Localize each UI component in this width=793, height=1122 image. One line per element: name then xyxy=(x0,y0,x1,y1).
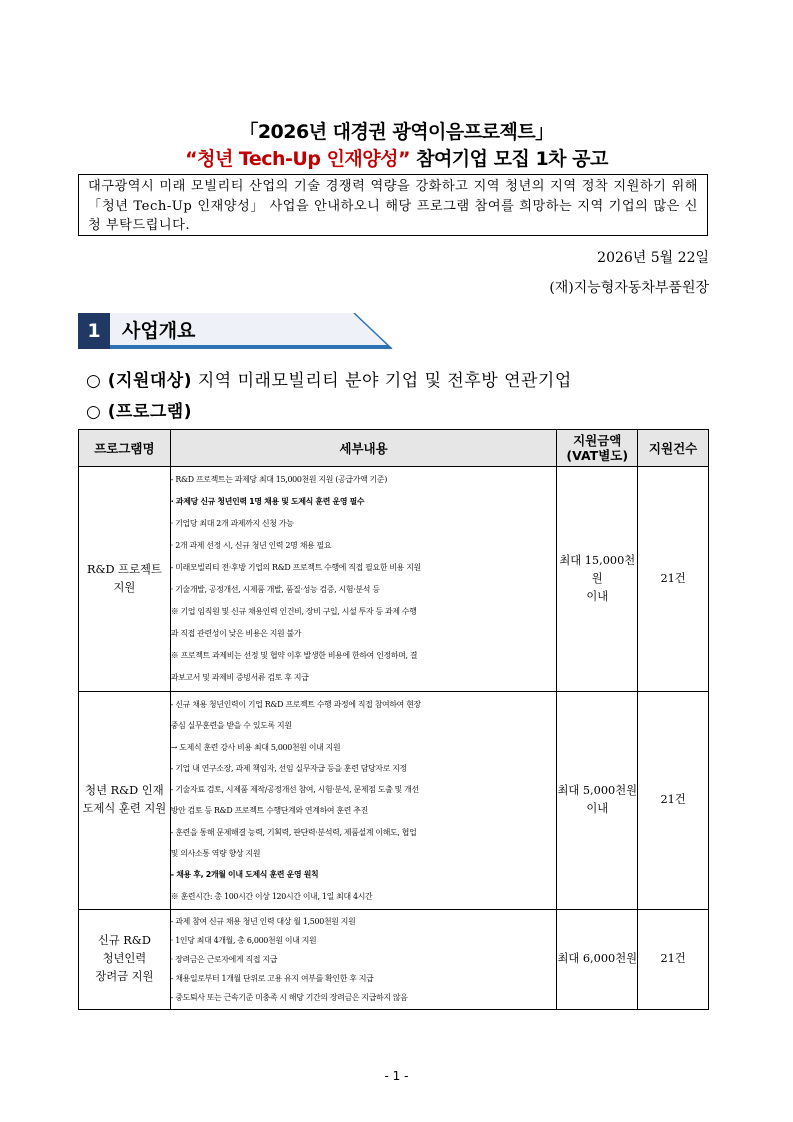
program-name-cell: 청년 R&D 인재 도제식 훈련 지원 xyxy=(79,692,171,910)
amount-cell: 최대 15,000천원 이내 xyxy=(557,467,638,692)
detail-cell: - 신규 채용 청년인력이 기업 R&D 프로젝트 수행 과정에 직접 참여하여 현장 중심 실무훈련을 받을 수 있도록 지원 → 도제식 훈련 강사 비용 최대 5,000천원 이내 지원 - 기업 내 연구소장, 과제 책임자, 선임 실무자급 등을 훈련 담당자로 지정 - 기술자료 검토, 시제품 제작/공정개선 참여, 시험·분석, 문제점 도출 및 개선 방안 검토 등 R&D 프로젝트 수행단계와 연계하여 훈련 추진 - 훈련을 통해 문제해결 능력, 기획력, 판단력·분석력, 제품설계 이해도, 협업 및 의사소통 역량 향상 지원 - 채용 후, 2개월 이내 도제식 훈련 운영 원칙 ※ 훈련시간: 총 100시간 이상 120시간 이내, 1일 최대 4시간 xyxy=(170,692,557,910)
table-row xyxy=(79,909,709,1009)
table-row xyxy=(79,692,709,910)
notice-title-line2 xyxy=(0,144,793,171)
table-row xyxy=(79,467,709,692)
issuing-organization: (재)지능형자동차부품원장 xyxy=(549,280,709,296)
program-name-highlight: “청년 Tech-Up 인재양성” xyxy=(185,148,410,170)
title-suffix: 참여기업 모집 1차 공고 xyxy=(409,148,608,170)
header-program: 프로그램명 xyxy=(79,430,171,467)
header-detail: 세부내용 xyxy=(170,430,557,467)
count-cell: 21건 xyxy=(638,692,709,910)
notice-title-line1: 「2026년 대경권 광역이음프로젝트」 xyxy=(239,121,554,143)
support-target-label: ○ (지원대상) xyxy=(86,371,192,391)
section-number: 1 xyxy=(87,320,101,342)
count-cell: 21건 xyxy=(638,909,709,1009)
header-amount: 지원금액 (VAT별도) xyxy=(557,430,638,467)
detail-cell: - R&D 프로젝트는 과제당 최대 15,000천원 지원 (공급가액 기준) · 과제당 신규 청년인력 1명 채용 및 도제식 훈련 운영 필수 · 기업당 최대 2개 과제까지 신청 가능 · 2개 과제 선정 시, 신규 청년 인력 2명 채용 필요 - 미래모빌리티 전·후방 기업의 R&D 프로젝트 수행에 직접 필요한 비용 지원 · 기술개발, 공정개선, 시제품 개발, 품질·성능 검증, 시험·분석 등 ※ 기업 임직원 및 신규 채용인력 인건비, 장비 구입, 시설 투자 등 과제 수행 과 직접 관련성이 낮은 비용은 지원 불가 ※ 프로젝트 과제비는 선정 및 협약 이후 발생한 비용에 한하여 인정하며, 결 과보고서 및 과제비 증빙서류 검토 후 지급 xyxy=(170,467,557,692)
section-header xyxy=(78,313,398,349)
page-number: - 1 - xyxy=(384,1069,409,1083)
detail-cell: - 과제 참여 신규 채용 청년 인력 대상 월 1,500천원 지원 · 1인당 최대 4개월, 총 6,000천원 이내 지원 · 장려금은 근로자에게 직접 지급 - 채용일로부터 1개월 단위로 고용 유지 여부를 확인한 후 지급 - 중도퇴사 또는 근속기준 미충족 시 해당 기간의 장려금은 지급하지 않음 xyxy=(170,909,557,1009)
program-name-cell: 신규 R&D 청년인력 장려금 지원 xyxy=(79,909,171,1009)
program-label: ○ (프로그램) xyxy=(86,402,192,422)
program-table xyxy=(78,429,709,1010)
table-header-row xyxy=(79,430,709,467)
support-target-bullet xyxy=(86,366,572,391)
intro-box: 대구광역시 미래 모빌리티 산업의 기술 경쟁력 역량을 강화하고 지역 청년의 지역 정착 지원하기 위해 「청년 Tech-Up 인재양성」 사업을 안내하오니 해당 프로그램 참여를 희망하는 지역 기업의 많은 신청 부탁드립니다. xyxy=(78,174,708,236)
amount-cell: 최대 6,000천원 xyxy=(557,909,638,1009)
amount-cell: 최대 5,000천원 이내 xyxy=(557,692,638,910)
program-bullet xyxy=(86,397,192,422)
section-title: 사업개요 xyxy=(122,320,196,342)
program-name-cell: R&D 프로젝트 지원 xyxy=(79,467,171,692)
header-count: 지원건수 xyxy=(638,430,709,467)
support-target-text: 지역 미래모빌리티 분야 기업 및 전후방 연관기업 xyxy=(191,371,572,391)
notice-date: 2026년 5월 22일 xyxy=(597,250,709,266)
count-cell: 21건 xyxy=(638,467,709,692)
